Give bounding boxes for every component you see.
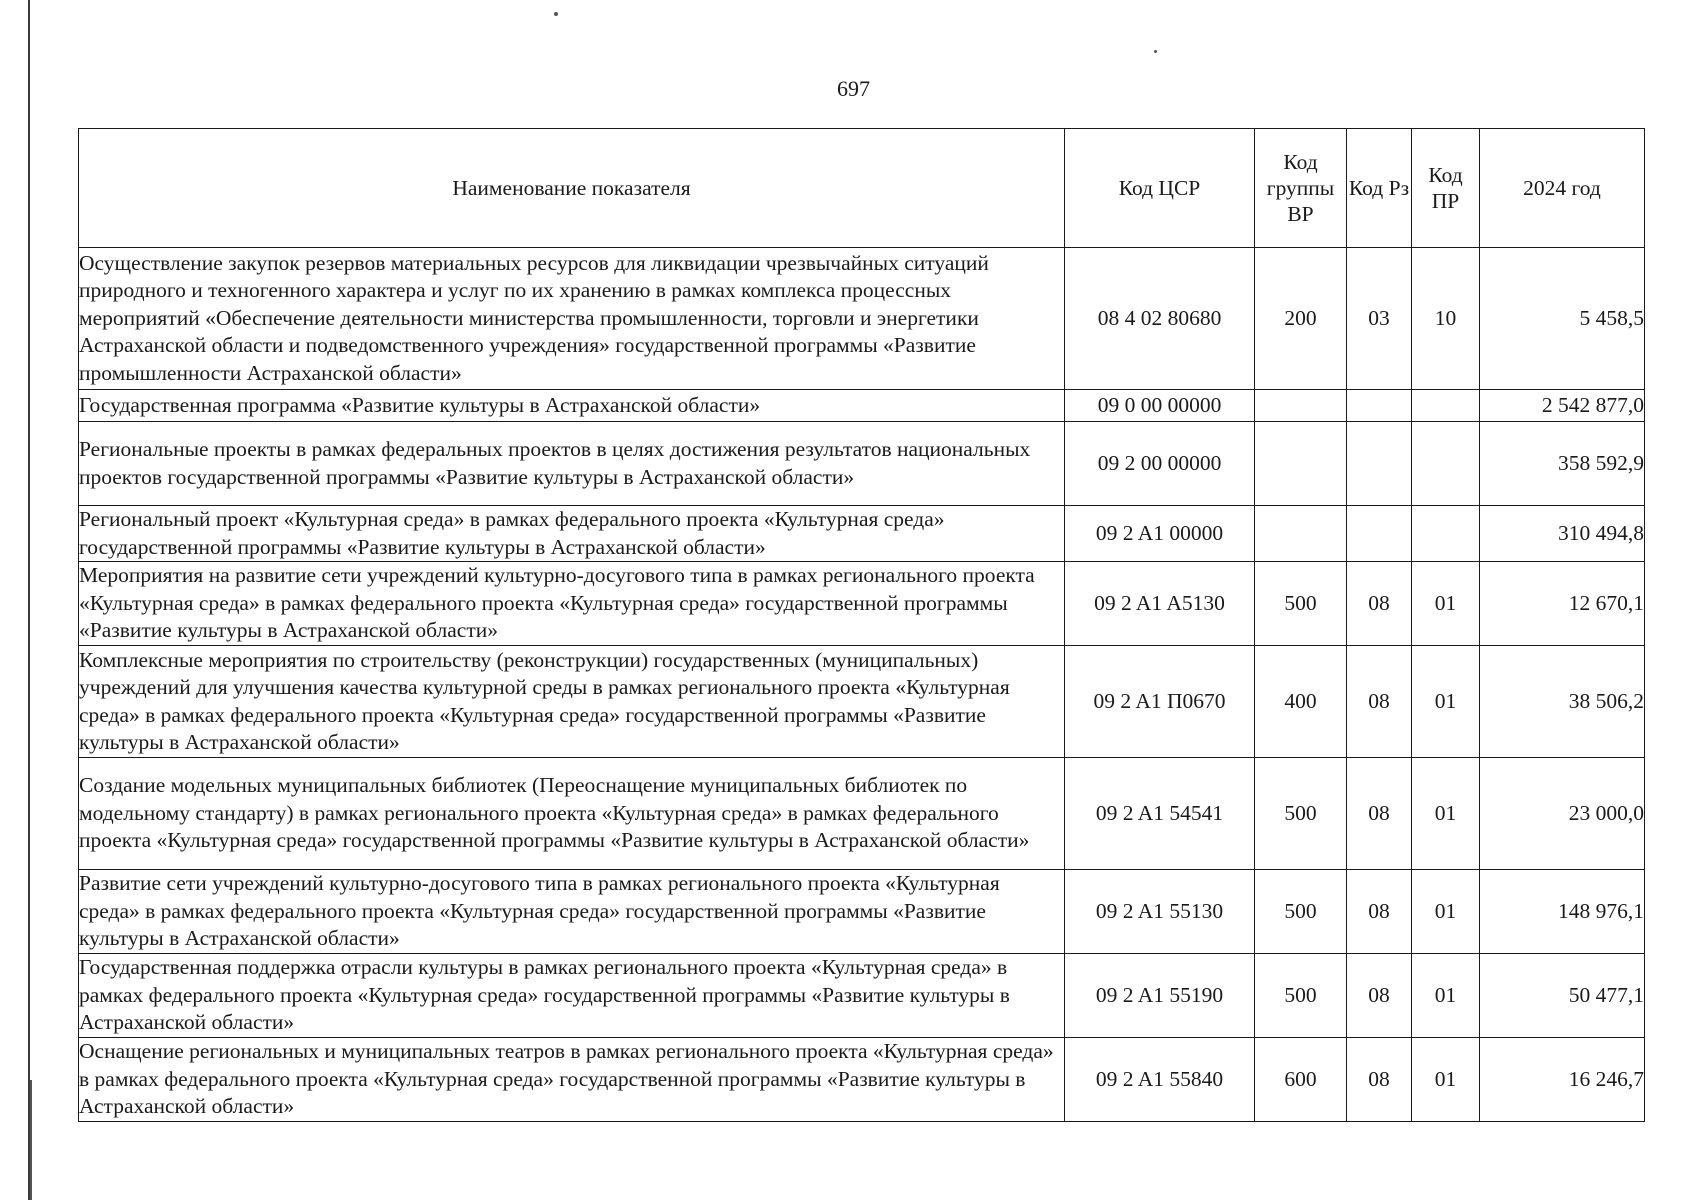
row-pr: 01 — [1412, 758, 1480, 870]
table-row — [79, 506, 1645, 562]
row-rz — [1347, 390, 1412, 422]
table-row — [79, 562, 1645, 646]
row-name: Комплексные мероприятия по строительству (реконструкции) государственных (муниципальных) учреждений для улучшения качества культурной среды в рамках регионального проекта «Культурная среда» в рамках федерального проекта «Культурная среда» государственной программы «Развитие культуры в Астраханской области» — [79, 646, 1065, 758]
row-vr: 500 — [1255, 954, 1347, 1038]
row-csr: 09 2 A1 55190 — [1065, 954, 1255, 1038]
row-pr — [1412, 390, 1480, 422]
table-row — [79, 248, 1645, 390]
scan-edge-line — [28, 0, 30, 1200]
page-number: 697 — [837, 76, 870, 101]
row-amount: 148 976,1 — [1480, 870, 1645, 954]
row-pr — [1412, 506, 1480, 562]
row-rz: 08 — [1347, 758, 1412, 870]
table-row — [79, 422, 1645, 506]
row-pr: 01 — [1412, 1038, 1480, 1122]
scan-speck — [554, 12, 558, 16]
table-row — [79, 646, 1645, 758]
row-amount: 23 000,0 — [1480, 758, 1645, 870]
scan-speck — [1154, 50, 1157, 53]
row-name: Развитие сети учреждений культурно-досугового типа в рамках регионального проекта «Культурная среда» в рамках федерального проекта «Культурная среда» государственной программы «Развитие культуры в Астраханской области» — [79, 870, 1065, 954]
row-name: Мероприятия на развитие сети учреждений культурно-досугового типа в рамках регионального проекта «Культурная среда» в рамках федерального проекта «Культурная среда» государственной программы «Развитие культуры в Астраханской области» — [79, 562, 1065, 646]
row-rz: 08 — [1347, 954, 1412, 1038]
header-rz: Код Рз — [1347, 129, 1412, 248]
scan-edge-line — [30, 1080, 32, 1200]
row-amount: 358 592,9 — [1480, 422, 1645, 506]
row-pr: 01 — [1412, 870, 1480, 954]
row-amount: 310 494,8 — [1480, 506, 1645, 562]
row-amount: 12 670,1 — [1480, 562, 1645, 646]
row-vr — [1255, 390, 1347, 422]
row-name: Оснащение региональных и муниципальных театров в рамках регионального проекта «Культурная среда» в рамках федерального проекта «Культурная среда» государственной программы «Развитие культуры в Астраханской области» — [79, 1038, 1065, 1122]
row-pr: 01 — [1412, 646, 1480, 758]
row-vr: 600 — [1255, 1038, 1347, 1122]
table-row — [79, 870, 1645, 954]
row-csr: 09 2 A1 A5130 — [1065, 562, 1255, 646]
row-vr: 400 — [1255, 646, 1347, 758]
row-csr: 09 2 A1 55130 — [1065, 870, 1255, 954]
row-name: Региональный проект «Культурная среда» в рамках федерального проекта «Культурная среда» государственной программы «Развитие культуры в Астраханской области» — [79, 506, 1065, 562]
row-vr: 200 — [1255, 248, 1347, 390]
table-row — [79, 1038, 1645, 1122]
row-csr: 09 2 A1 55840 — [1065, 1038, 1255, 1122]
row-csr: 09 2 00 00000 — [1065, 422, 1255, 506]
row-amount: 50 477,1 — [1480, 954, 1645, 1038]
table-row — [79, 954, 1645, 1038]
row-rz: 08 — [1347, 1038, 1412, 1122]
row-csr: 09 2 A1 54541 — [1065, 758, 1255, 870]
row-csr: 09 2 A1 00000 — [1065, 506, 1255, 562]
row-pr: 01 — [1412, 954, 1480, 1038]
row-name: Осуществление закупок резервов материальных ресурсов для ликвидации чрезвычайных ситуаций природного и техногенного характера и услуг по их хранению в рамках комплекса процессных мероприятий «Обеспечение деятельности министерства промышленности, торговли и энергетики Астраханской области и подведомственного учреждения» государственной программы «Развитие промышленности Астраханской области» — [79, 248, 1065, 390]
table-row — [79, 390, 1645, 422]
row-csr: 09 0 00 00000 — [1065, 390, 1255, 422]
table-header-row — [79, 129, 1645, 248]
row-name: Региональные проекты в рамках федеральных проектов в целях достижения результатов национальных проектов государственной программы «Развитие культуры в Астраханской области» — [79, 422, 1065, 506]
row-pr: 01 — [1412, 562, 1480, 646]
row-csr: 09 2 A1 П0670 — [1065, 646, 1255, 758]
header-year: 2024 год — [1480, 129, 1645, 248]
header-pr: Код ПР — [1412, 129, 1480, 248]
row-vr: 500 — [1255, 562, 1347, 646]
table-row — [79, 758, 1645, 870]
header-vr: Код группы ВР — [1255, 129, 1347, 248]
row-rz: 03 — [1347, 248, 1412, 390]
row-rz: 08 — [1347, 562, 1412, 646]
header-name: Наименование показателя — [79, 129, 1065, 248]
header-csr: Код ЦСР — [1065, 129, 1255, 248]
row-amount: 16 246,7 — [1480, 1038, 1645, 1122]
row-amount: 38 506,2 — [1480, 646, 1645, 758]
budget-table — [78, 128, 1645, 1122]
row-rz: 08 — [1347, 870, 1412, 954]
row-csr: 08 4 02 80680 — [1065, 248, 1255, 390]
row-amount: 2 542 877,0 — [1480, 390, 1645, 422]
row-pr: 10 — [1412, 248, 1480, 390]
row-name: Государственная поддержка отрасли культуры в рамках регионального проекта «Культурная среда» в рамках федерального проекта «Культурная среда» государственной программы «Развитие культуры в Астраханской области» — [79, 954, 1065, 1038]
row-vr — [1255, 422, 1347, 506]
row-name: Создание модельных муниципальных библиотек (Переоснащение муниципальных библиотек по модельному стандарту) в рамках регионального проекта «Культурная среда» в рамках федерального проекта «Культурная среда» государственной программы «Развитие культуры в Астраханской области» — [79, 758, 1065, 870]
row-amount: 5 458,5 — [1480, 248, 1645, 390]
row-name: Государственная программа «Развитие культуры в Астраханской области» — [79, 390, 1065, 422]
row-vr: 500 — [1255, 758, 1347, 870]
row-rz: 08 — [1347, 646, 1412, 758]
row-vr: 500 — [1255, 870, 1347, 954]
row-rz — [1347, 506, 1412, 562]
row-rz — [1347, 422, 1412, 506]
row-pr — [1412, 422, 1480, 506]
row-vr — [1255, 506, 1347, 562]
